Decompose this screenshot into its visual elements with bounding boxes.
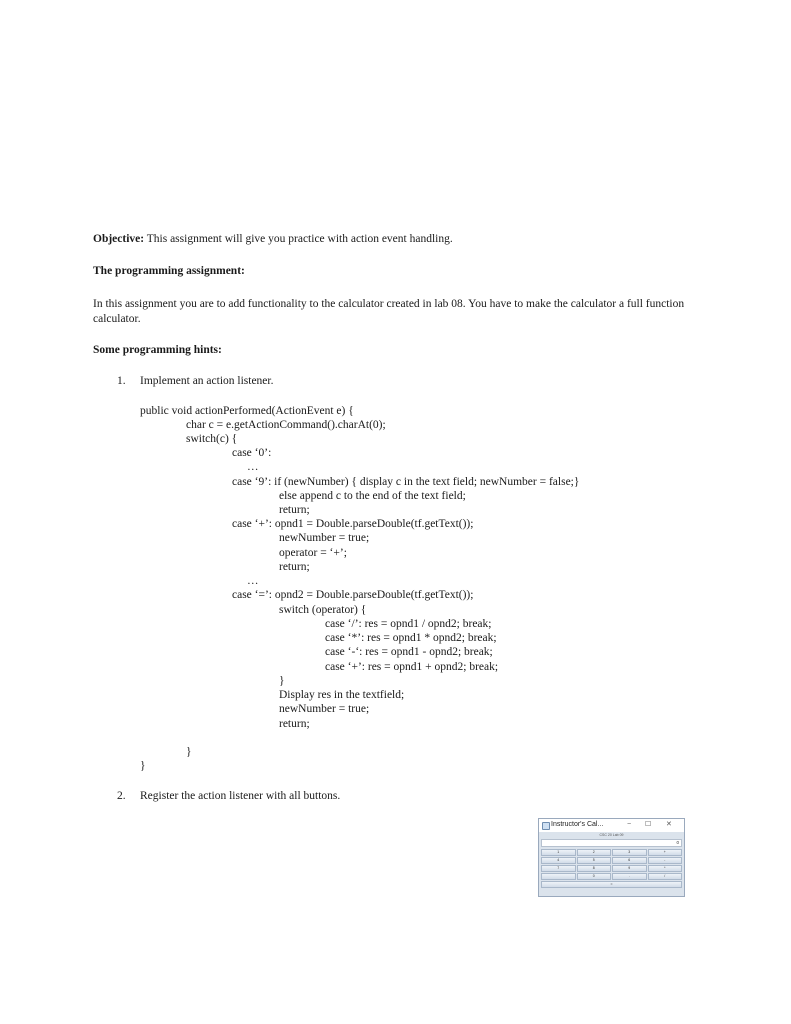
code-line: return;: [279, 718, 310, 730]
heading-programming-assignment: The programming assignment:: [93, 265, 245, 277]
list-item-number: 2.: [117, 790, 126, 802]
code-line: case ‘9’: if (newNumber) { display c in the text field; newNumber = false;}: [232, 476, 580, 488]
code-line: …: [247, 575, 259, 587]
code-line: operator = ‘+’;: [279, 547, 347, 559]
code-line: case ‘/’: res = opnd1 / opnd2; break;: [325, 618, 492, 630]
calculator-button: *: [648, 865, 683, 872]
calculator-button: /: [648, 873, 683, 880]
calculator-button: 7: [541, 865, 576, 872]
calculator-button: -: [648, 857, 683, 864]
calculator-button: 5: [577, 857, 612, 864]
code-line: }: [186, 746, 192, 758]
minimize-icon: −: [627, 821, 632, 828]
code-line: case ‘-‘: res = opnd1 - opnd2; break;: [325, 646, 493, 658]
heading-programming-hints: Some programming hints:: [93, 344, 222, 356]
assignment-description: In this assignment you are to add functionality to the calculator created in lab 08. You have to make the calculator a full function calculator.: [93, 298, 685, 325]
code-line: case ‘0’:: [232, 447, 272, 459]
close-icon: ✕: [666, 821, 672, 828]
code-line: return;: [279, 561, 310, 573]
calculator-button: [541, 873, 576, 880]
calculator-equals-button: =: [541, 881, 682, 888]
calculator-button: 6: [612, 857, 647, 864]
calculator-button: 0: [577, 873, 612, 880]
code-line: case ‘=’: opnd2 = Double.parseDouble(tf.getText());: [232, 589, 474, 601]
maximize-icon: ☐: [645, 821, 652, 828]
code-line: }: [279, 675, 285, 687]
calculator-button: 1: [541, 849, 576, 856]
objective-label: Objective:: [93, 233, 145, 245]
java-app-icon: [542, 822, 550, 830]
calculator-button: +: [648, 849, 683, 856]
code-line: case ‘+’: res = opnd1 + opnd2; break;: [325, 661, 499, 673]
calculator-button: .: [612, 873, 647, 880]
code-line: newNumber = true;: [279, 703, 370, 715]
list-item-text: Implement an action listener.: [140, 375, 274, 387]
calculator-button: 2: [577, 849, 612, 856]
code-line: …: [247, 461, 259, 473]
code-line: return;: [279, 504, 310, 516]
calculator-button: 4: [541, 857, 576, 864]
code-line: Display res in the textfield;: [279, 689, 405, 701]
list-item-number: 1.: [117, 375, 126, 387]
code-line: case ‘*’: res = opnd1 * opnd2; break;: [325, 632, 497, 644]
calculator-window-title: Instructor's Cal...: [551, 821, 604, 828]
code-line: switch (operator) {: [279, 604, 367, 616]
calculator-subtitle: CSC 20 Lab 09: [599, 833, 624, 837]
objective-line: [93, 232, 453, 247]
calculator-title-bar: [539, 819, 684, 832]
calculator-button: 3: [612, 849, 647, 856]
calculator-button: 9: [612, 865, 647, 872]
code-line: newNumber = true;: [279, 532, 370, 544]
code-line: switch(c) {: [186, 433, 238, 445]
code-line: char c = e.getActionCommand().charAt(0);: [186, 419, 386, 431]
code-line: else append c to the end of the text field;: [279, 490, 466, 502]
list-item-text: Register the action listener with all buttons.: [140, 790, 341, 802]
objective-text: This assignment will give you practice with action event handling.: [144, 233, 453, 245]
calculator-display: 0: [541, 839, 682, 847]
calculator-window-screenshot: [538, 818, 685, 897]
calculator-equals-row: [541, 881, 682, 888]
code-line: case ‘+’: opnd1 = Double.parseDouble(tf.getText());: [232, 518, 474, 530]
calculator-keypad: [541, 849, 682, 880]
code-line: }: [140, 760, 146, 772]
code-line: public void actionPerformed(ActionEvent e) {: [140, 405, 354, 417]
calculator-button: 8: [577, 865, 612, 872]
